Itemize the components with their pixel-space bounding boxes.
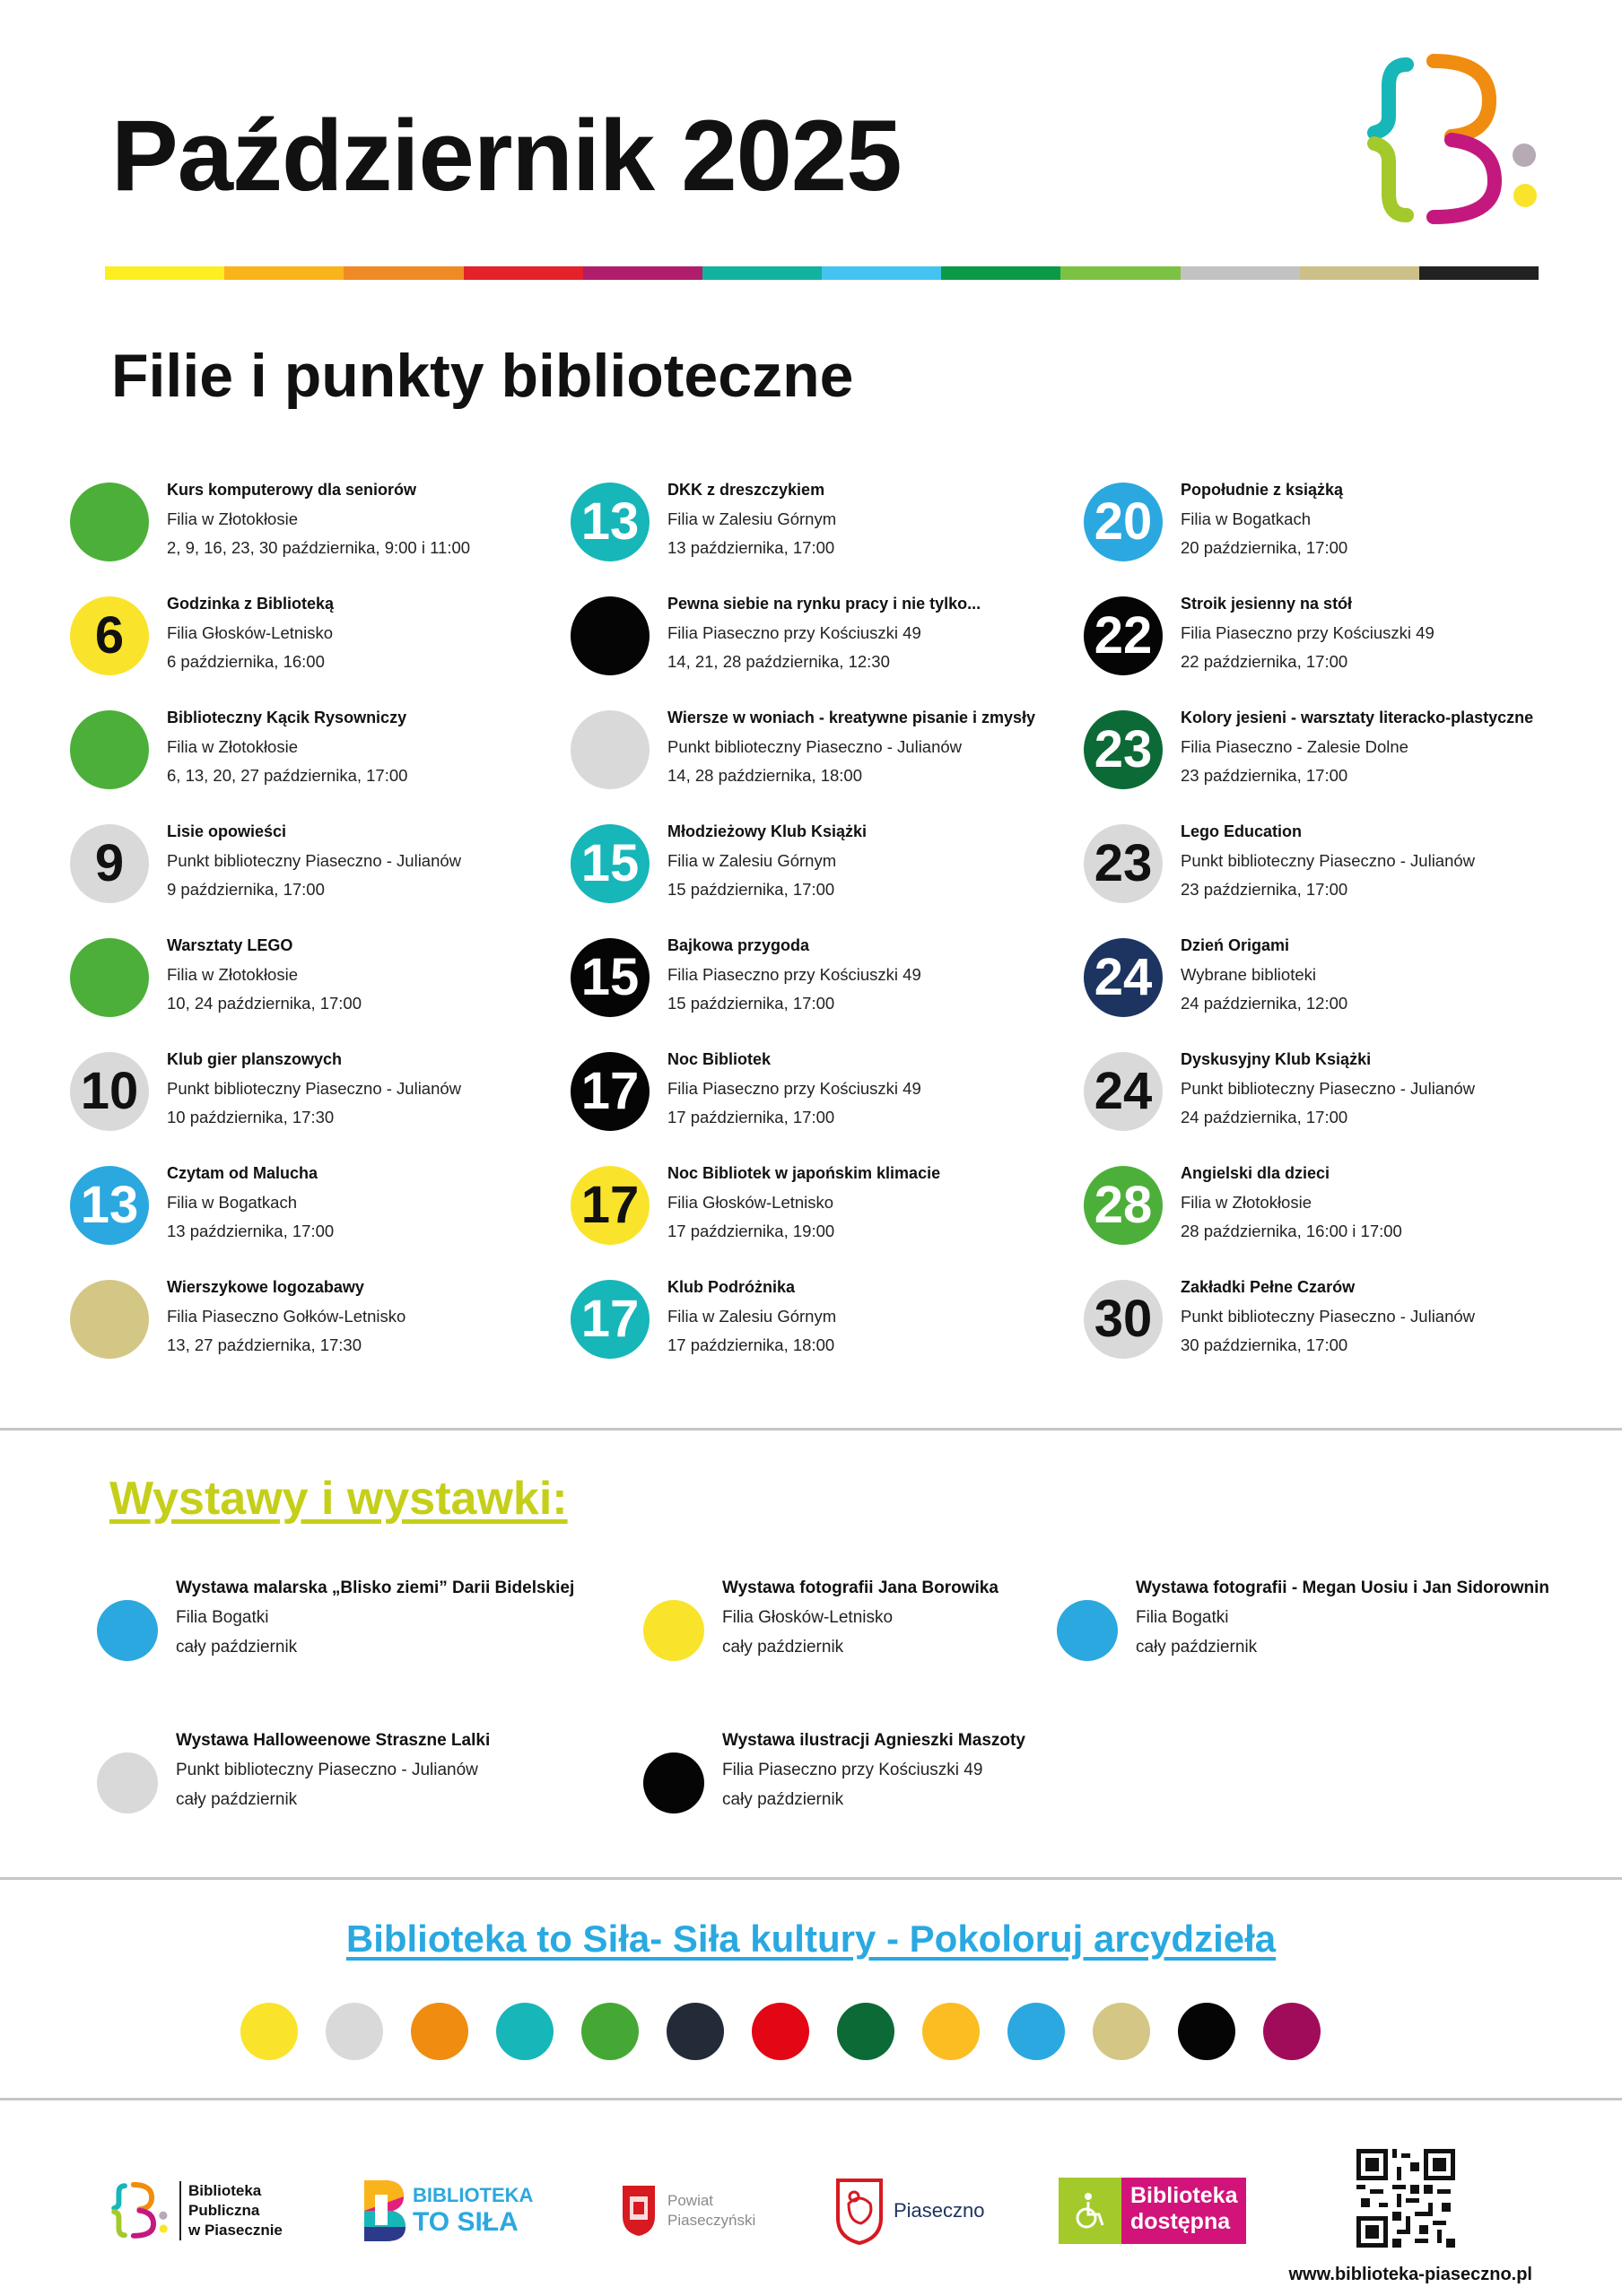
event-date: 15 października, 17:00 (667, 880, 835, 899)
palette-color-swatch (581, 2003, 639, 2060)
event-place: Filia w Złotokłosie (1181, 1193, 1312, 1212)
palette-color-swatch (752, 2003, 809, 2060)
event-date: 23 października, 17:00 (1181, 766, 1348, 785)
event-day-badge: 15 (571, 824, 650, 903)
footer-piaseczno-logo[interactable] (834, 2170, 985, 2251)
event-title: Dyskusyjny Klub Książki (1181, 1050, 1372, 1068)
event-title: Dzień Origami (1181, 936, 1290, 954)
divider (0, 2098, 1622, 2100)
event-date: 24 października, 17:00 (1181, 1108, 1348, 1126)
event-place: Filia w Bogatkach (167, 1193, 297, 1212)
event-day-badge: 13 (571, 483, 650, 561)
event-place: Filia Piaseczno - Zalesie Dolne (1181, 737, 1408, 756)
event-item (1084, 819, 1586, 933)
qr-code-icon[interactable] (1356, 2149, 1455, 2248)
event-place: Punkt biblioteczny Piaseczno - Julianów (167, 1079, 462, 1098)
exhibition-title: Wystawa Halloweenowe Straszne Lalki (176, 1731, 491, 1750)
footer-accessible-library-logo[interactable] (1059, 2170, 1246, 2251)
event-item (1084, 1161, 1586, 1274)
footer-powiat-logo[interactable] (621, 2170, 755, 2251)
event-date: 9 października, 17:00 (167, 880, 325, 899)
event-item (70, 1274, 572, 1388)
exhibition-title: Wystawa fotografii Jana Borowika (722, 1578, 998, 1597)
event-date: 10, 24 października, 17:00 (167, 994, 362, 1013)
event-title: Lisie opowieści (167, 822, 287, 840)
palette-color-swatch (326, 2003, 383, 2060)
event-day-badge: 24 (1084, 1052, 1163, 1131)
stripe-segment (1060, 266, 1180, 280)
exhibition-date: cały październik (176, 1790, 298, 1809)
library-name-line: w Piasecznie (188, 2222, 283, 2239)
stripe-segment (224, 266, 344, 280)
wheelchair-icon (1059, 2178, 1121, 2244)
event-date: 20 października, 17:00 (1181, 538, 1348, 557)
event-date: 24 października, 12:00 (1181, 994, 1348, 1013)
library-logo (1355, 47, 1552, 235)
event-place: Filia w Złotokłosie (167, 509, 298, 528)
event-title: Popołudnie z książką (1181, 481, 1344, 499)
stripe-segment (464, 266, 583, 280)
event-day-badge: 20 (1084, 483, 1163, 561)
event-day-badge: 24 (1084, 938, 1163, 1017)
event-day-badge: 9 (70, 824, 149, 903)
event-item (70, 705, 572, 819)
color-stripe (105, 266, 1539, 280)
palette-color-swatch (411, 2003, 468, 2060)
event-day-badge: 30 (1084, 1280, 1163, 1359)
stripe-segment (822, 266, 941, 280)
exhibition-place: Filia Bogatki (1136, 1608, 1229, 1627)
palette-color-swatch (240, 2003, 298, 2060)
exhibition-place: Filia Piaseczno przy Kościuszki 49 (722, 1761, 983, 1779)
event-item (70, 819, 572, 933)
event-date: 30 października, 17:00 (1181, 1335, 1348, 1354)
event-date: 13, 27 października, 17:30 (167, 1335, 362, 1354)
exhibition-place: Filia Bogatki (176, 1608, 269, 1627)
palette-color-swatch (837, 2003, 894, 2060)
event-item (1084, 933, 1586, 1047)
exhibition-date: cały październik (722, 1638, 844, 1657)
event-title: Wierszykowe logozabawy (167, 1278, 364, 1296)
coat-of-arms-icon (621, 2184, 657, 2238)
event-title: Angielski dla dzieci (1181, 1164, 1330, 1182)
exhibition-item (97, 1578, 635, 1686)
page-title: Październik 2025 (111, 100, 902, 212)
exhibition-date: cały październik (1136, 1638, 1258, 1657)
palette-color-swatch (667, 2003, 724, 2060)
event-place: Filia w Zalesiu Górnym (667, 509, 837, 528)
event-title: Lego Education (1181, 822, 1302, 840)
event-date: 17 października, 17:00 (667, 1108, 835, 1126)
event-place: Punkt biblioteczny Piaseczno - Julianów (1181, 1079, 1476, 1098)
event-title: Klub gier planszowych (167, 1050, 343, 1068)
exhibition-color-dot (643, 1600, 704, 1661)
footer-biblioteka-to-sila-logo[interactable] (359, 2170, 533, 2251)
event-item (70, 933, 572, 1047)
event-title: Bajkowa przygoda (667, 936, 810, 954)
powiat-line2: Piaseczyński (667, 2212, 756, 2229)
palette-color-swatch (496, 2003, 554, 2060)
exhibition-item (1057, 1578, 1595, 1686)
event-day-badge: 17 (571, 1052, 650, 1131)
event-place: Punkt biblioteczny Piaseczno - Julianów (1181, 1307, 1476, 1326)
event-day-badge (70, 710, 149, 789)
event-item (571, 819, 1073, 933)
event-day-badge: 15 (571, 938, 650, 1017)
exhibition-title: Wystawa ilustracji Agnieszki Maszoty (722, 1731, 1025, 1750)
palette-color-swatch (1007, 2003, 1065, 2060)
event-date: 14, 28 października, 18:00 (667, 766, 863, 785)
footer-library-logo[interactable] (108, 2170, 283, 2251)
events-column-3 (1084, 477, 1586, 1388)
event-title: Kurs komputerowy dla seniorów (167, 481, 417, 499)
event-day-badge (571, 710, 650, 789)
event-place: Filia w Złotokłosie (167, 737, 298, 756)
event-title: Czytam od Malucha (167, 1164, 318, 1182)
divider (0, 1877, 1622, 1880)
event-title: Młodzieżowy Klub Książki (667, 822, 868, 840)
library-name-line: Publiczna (188, 2202, 260, 2219)
event-item (571, 477, 1073, 591)
event-date: 13 października, 17:00 (167, 1222, 335, 1240)
exhibition-color-dot (1057, 1600, 1118, 1661)
event-place: Filia w Bogatkach (1181, 509, 1311, 528)
event-day-badge (571, 596, 650, 675)
accessible-line1: Biblioteka (1130, 2183, 1238, 2208)
event-item (1084, 1047, 1586, 1161)
exhibition-place: Filia Głosków-Letnisko (722, 1608, 894, 1627)
bts-line2: TO SIŁA (413, 2207, 519, 2237)
event-date: 6 października, 16:00 (167, 652, 325, 671)
event-item (571, 933, 1073, 1047)
stripe-segment (105, 266, 224, 280)
event-title: Biblioteczny Kącik Rysowniczy (167, 709, 407, 726)
stripe-segment (941, 266, 1060, 280)
event-place: Filia Piaseczno przy Kościuszki 49 (667, 1079, 921, 1098)
website-link[interactable]: www.biblioteka-piaseczno.pl (1288, 2265, 1532, 2284)
event-place: Punkt biblioteczny Piaseczno - Julianów (1181, 851, 1476, 870)
exhibition-date: cały październik (176, 1638, 298, 1657)
piaseczno-crest-icon (834, 2177, 885, 2245)
event-item (571, 705, 1073, 819)
event-title: Klub Podróżnika (667, 1278, 796, 1296)
exhibition-title: Wystawa malarska „Blisko ziemi” Darii Bidelskiej (176, 1578, 575, 1597)
stripe-segment (1181, 266, 1300, 280)
library-logo-small-icon (108, 2179, 172, 2243)
event-day-badge: 17 (571, 1166, 650, 1245)
powiat-line1: Powiat (667, 2192, 714, 2209)
event-day-badge (70, 483, 149, 561)
city-name: Piaseczno (894, 2199, 985, 2222)
event-title: Kolory jesieni - warsztaty literacko-plastyczne (1181, 709, 1534, 726)
event-date: 2, 9, 16, 23, 30 października, 9:00 i 11:00 (167, 538, 471, 557)
event-item (1084, 477, 1586, 591)
event-date: 6, 13, 20, 27 października, 17:00 (167, 766, 408, 785)
event-item (571, 1161, 1073, 1274)
event-title: Godzinka z Biblioteką (167, 595, 335, 613)
event-date: 22 października, 17:00 (1181, 652, 1348, 671)
exhibition-item (97, 1731, 635, 1839)
event-day-badge: 10 (70, 1052, 149, 1131)
palette-color-swatch (922, 2003, 980, 2060)
event-date: 15 października, 17:00 (667, 994, 835, 1013)
event-title: Zakładki Pełne Czarów (1181, 1278, 1356, 1296)
exhibition-date: cały październik (722, 1790, 844, 1809)
event-place: Filia w Złotokłosie (167, 965, 298, 984)
palette-color-swatch (1093, 2003, 1150, 2060)
event-item (70, 477, 572, 591)
event-item (70, 1161, 572, 1274)
event-place: Filia Piaseczno przy Kościuszki 49 (667, 965, 921, 984)
event-title: Noc Bibliotek w japońskim klimacie (667, 1164, 941, 1182)
event-place: Filia Piaseczno Gołków-Letnisko (167, 1307, 406, 1326)
event-item (70, 591, 572, 705)
stripe-segment (702, 266, 822, 280)
stripe-segment (1419, 266, 1539, 280)
section-title-exhibitions: Wystawy i wystawki: (109, 1473, 568, 1525)
event-place: Filia w Zalesiu Górnym (667, 851, 837, 870)
exhibition-place: Punkt biblioteczny Piaseczno - Julianów (176, 1761, 478, 1779)
event-date: 13 października, 17:00 (667, 538, 835, 557)
event-title: Pewna siebie na rynku pracy i nie tylko... (667, 595, 981, 613)
event-day-badge: 28 (1084, 1166, 1163, 1245)
event-date: 28 października, 16:00 i 17:00 (1181, 1222, 1402, 1240)
exhibition-item (643, 1731, 1182, 1839)
accessible-line2: dostępna (1130, 2209, 1231, 2234)
event-place: Punkt biblioteczny Piaseczno - Julianów (167, 851, 462, 870)
event-title: Noc Bibliotek (667, 1050, 772, 1068)
color-palette (240, 2003, 1321, 2060)
event-place: Filia Piaseczno przy Kościuszki 49 (1181, 623, 1435, 642)
section-title-branches: Filie i punkty biblioteczne (111, 342, 854, 410)
event-day-badge (70, 938, 149, 1017)
exhibition-color-dot (97, 1600, 158, 1661)
events-column-2 (571, 477, 1073, 1388)
exhibition-color-dot (643, 1752, 704, 1813)
bts-logo-icon (359, 2177, 409, 2245)
event-date: 10 października, 17:30 (167, 1108, 335, 1126)
event-item (1084, 591, 1586, 705)
event-date: 14, 21, 28 października, 12:30 (667, 652, 890, 671)
event-title: Wiersze w woniach - kreatywne pisanie i zmysły (667, 709, 1035, 726)
event-place: Punkt biblioteczny Piaseczno - Julianów (667, 737, 963, 756)
event-item (1084, 705, 1586, 819)
campaign-title[interactable]: Biblioteka to Siła- Siła kultury - Pokoloruj arcydzieła (345, 1918, 1277, 1960)
event-title: Warsztaty LEGO (167, 936, 293, 954)
event-day-badge: 22 (1084, 596, 1163, 675)
event-item (571, 1047, 1073, 1161)
event-day-badge: 13 (70, 1166, 149, 1245)
event-place: Wybrane biblioteki (1181, 965, 1316, 984)
bts-line1: BIBLIOTEKA (413, 2184, 534, 2206)
event-day-badge: 17 (571, 1280, 650, 1359)
event-title: DKK z dreszczykiem (667, 481, 825, 499)
exhibition-color-dot (97, 1752, 158, 1813)
palette-color-swatch (1263, 2003, 1321, 2060)
stripe-segment (344, 266, 463, 280)
event-item (571, 591, 1073, 705)
exhibition-title: Wystawa fotografii - Megan Uosiu i Jan Sidorownin (1136, 1578, 1549, 1597)
event-item (571, 1274, 1073, 1388)
event-day-badge: 6 (70, 596, 149, 675)
event-item (1084, 1274, 1586, 1388)
event-date: 17 października, 19:00 (667, 1222, 835, 1240)
event-place: Filia Głosków-Letnisko (167, 623, 334, 642)
event-item (70, 1047, 572, 1161)
library-name-line: Biblioteka (188, 2182, 262, 2199)
event-date: 17 października, 18:00 (667, 1335, 835, 1354)
events-column-1 (70, 477, 572, 1388)
divider (0, 1428, 1622, 1431)
stripe-segment (1300, 266, 1419, 280)
palette-color-swatch (1178, 2003, 1235, 2060)
event-day-badge: 23 (1084, 824, 1163, 903)
event-date: 23 października, 17:00 (1181, 880, 1348, 899)
event-title: Stroik jesienny na stół (1181, 595, 1353, 613)
stripe-segment (583, 266, 702, 280)
event-place: Filia Głosków-Letnisko (667, 1193, 834, 1212)
event-day-badge: 23 (1084, 710, 1163, 789)
event-day-badge (70, 1280, 149, 1359)
event-place: Filia Piaseczno przy Kościuszki 49 (667, 623, 921, 642)
event-place: Filia w Zalesiu Górnym (667, 1307, 837, 1326)
